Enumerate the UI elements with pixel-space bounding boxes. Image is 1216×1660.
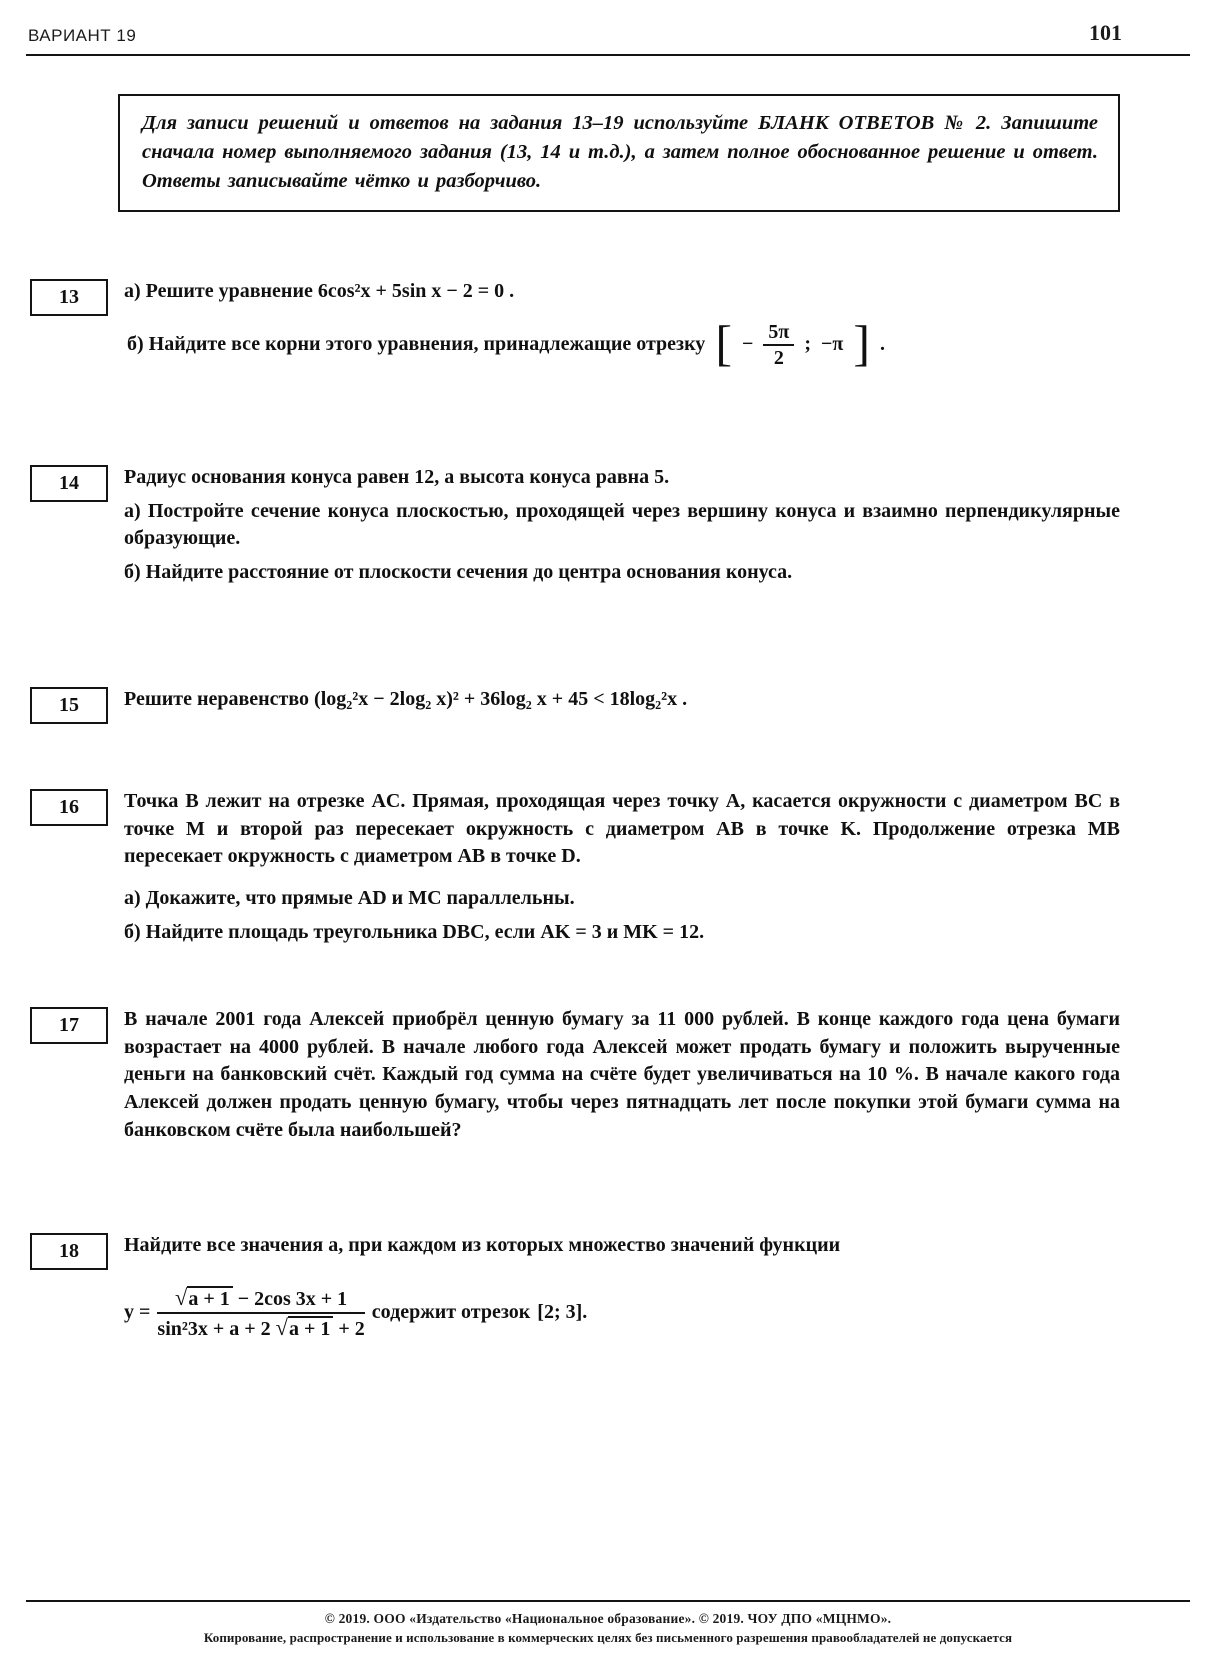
radical-sign: √ xyxy=(275,1314,288,1340)
problem-13-a-text: а) Решите уравнение xyxy=(124,280,313,303)
fraction-5pi-over-2 xyxy=(763,321,794,370)
problem-15-formula: (log₂²x − 2log₂ x)² + 36log₂ x + 45 < 18log₂²x . xyxy=(314,688,688,711)
numerator-rest: − 2cos 3x + 1 xyxy=(237,1288,348,1311)
legal-line: Копирование, распространение и использование в коммерческих целях без письменного разрешения правообладателей не допускается xyxy=(203,1630,1013,1645)
sqrt-expression xyxy=(175,1285,233,1311)
problem-16-number-box xyxy=(30,789,108,826)
fraction-denominator: 2 xyxy=(773,346,784,369)
radical-argument: a + 1 xyxy=(187,1286,232,1310)
problem-17-number-box xyxy=(30,1007,108,1044)
formula-numerator xyxy=(157,1285,364,1313)
variant-label: ВАРИАНТ 19 xyxy=(28,26,137,45)
denominator-pre: sin²3x + a + 2 xyxy=(157,1317,271,1340)
page-footer xyxy=(0,1600,1216,1646)
formula-lhs: y = xyxy=(124,1301,151,1324)
problem-17 xyxy=(30,1006,1120,1144)
problem-16 xyxy=(30,788,1120,946)
problem-15-content xyxy=(124,686,1120,714)
formula-tail: содержит отрезок xyxy=(371,1301,531,1324)
period: . xyxy=(880,333,886,356)
problem-13-item-b xyxy=(124,312,892,378)
problem-16-paragraph: Точка B лежит на отрезке AC. Прямая, проходящая через точку A, касается окружности с диаметром BC в точке M и второй раз пересекает окружность с диаметром AB в точке K. Продолжение отрезка MB пересекает окружность с диаметром AB в точке D. xyxy=(124,790,1120,868)
denominator-post: + 2 xyxy=(338,1317,365,1340)
problem-18-content xyxy=(124,1232,1120,1352)
radical-sign: √ xyxy=(175,1285,188,1311)
problem-14-content xyxy=(124,464,1120,586)
formula-fraction xyxy=(157,1285,364,1340)
fraction-numerator: 5π xyxy=(763,321,794,346)
page-number: 101 xyxy=(1089,20,1122,45)
problem-18-number: 18 xyxy=(59,1240,79,1263)
problem-18-formula xyxy=(124,1274,1120,1352)
problem-15-number: 15 xyxy=(59,694,79,717)
problem-16-item-b: б) Найдите площадь треугольника DBC, если AK = 3 и MK = 12. xyxy=(124,920,705,943)
problem-15-prompt: Решите неравенство xyxy=(124,688,310,711)
problem-14-number: 14 xyxy=(59,471,79,494)
problem-16-item-a: а) Докажите, что прямые AD и MC параллельны. xyxy=(124,887,575,910)
interval-end: −π xyxy=(821,333,844,356)
problem-14-item-b: б) Найдите расстояние от плоскости сечения до центра основания конуса. xyxy=(124,560,793,583)
left-bracket: [ xyxy=(715,315,732,372)
problem-17-number: 17 xyxy=(59,1014,79,1037)
problem-13-number-box xyxy=(30,279,108,316)
problem-17-content xyxy=(124,1006,1120,1144)
sqrt-expression xyxy=(275,1314,334,1340)
problem-14-intro: Радиус основания конуса равен 12, а высота конуса равна 5. xyxy=(124,465,670,488)
footer-rule xyxy=(26,1600,1190,1602)
instruction-box xyxy=(118,94,1120,212)
instruction-text: Для записи решений и ответов на задания 13–19 используйте БЛАНК ОТВЕТОВ № 2. Запишите сначала номер выполняемого задания (13, 14 и т.д.), а затем полное обоснованное решение и ответ. Ответы записывайте чётко и разборчиво. xyxy=(142,112,1098,193)
problem-13-item-a xyxy=(124,278,1120,306)
formula-denominator xyxy=(157,1314,364,1340)
right-bracket: ] xyxy=(853,315,871,372)
radical-argument: a + 1 xyxy=(288,1316,333,1340)
problem-13-content xyxy=(124,278,1120,378)
problem-14 xyxy=(30,464,1120,586)
problem-18 xyxy=(30,1232,1120,1352)
problem-16-number: 16 xyxy=(59,796,79,819)
problem-13 xyxy=(30,278,1120,378)
problem-14-item-a: а) Постройте сечение конуса плоскостью, проходящей через вершину конуса и взаимно перпендикулярные образующие. xyxy=(124,499,1120,550)
problem-15 xyxy=(30,686,1120,724)
problem-18-number-box xyxy=(30,1233,108,1270)
problem-17-paragraph: В начале 2001 года Алексей приобрёл ценную бумагу за 11 000 рублей. В конце каждого года цена бумаги возрастает на 4000 рублей. В начале любого года Алексей может продать бумагу и положить вырученные деньги на банковский счёт. Каждый год сумма на счёте будет увеличиваться на 10 %. В начале какого года Алексей должен продать ценную бумагу, чтобы через пятнадцать лет после покупки этой бумаги сумма на банковском счёте была наибольшей? xyxy=(124,1008,1120,1141)
header-rule xyxy=(26,54,1190,56)
problem-13-number: 13 xyxy=(59,286,79,309)
problem-18-intro: Найдите все значения a, при каждом из которых множество значений функции xyxy=(124,1234,841,1257)
problem-15-number-box xyxy=(30,687,108,724)
semicolon: ; xyxy=(804,333,812,356)
problem-13-b-text: б) Найдите все корни этого уравнения, принадлежащие отрезку xyxy=(127,333,706,356)
page-header xyxy=(0,0,1216,54)
copyright-line: © 2019. ООО «Издательство «Национальное образование». © 2019. ЧОУ ДПО «МЦНМО». xyxy=(324,1611,892,1626)
problem-13-a-formula: 6cos²x + 5sin x − 2 = 0 . xyxy=(317,280,515,303)
target-segment: [2; 3]. xyxy=(537,1301,588,1324)
problem-15-text xyxy=(124,686,1120,714)
problem-16-content xyxy=(124,788,1120,946)
problem-14-number-box xyxy=(30,465,108,502)
minus-sign: − xyxy=(741,333,754,356)
